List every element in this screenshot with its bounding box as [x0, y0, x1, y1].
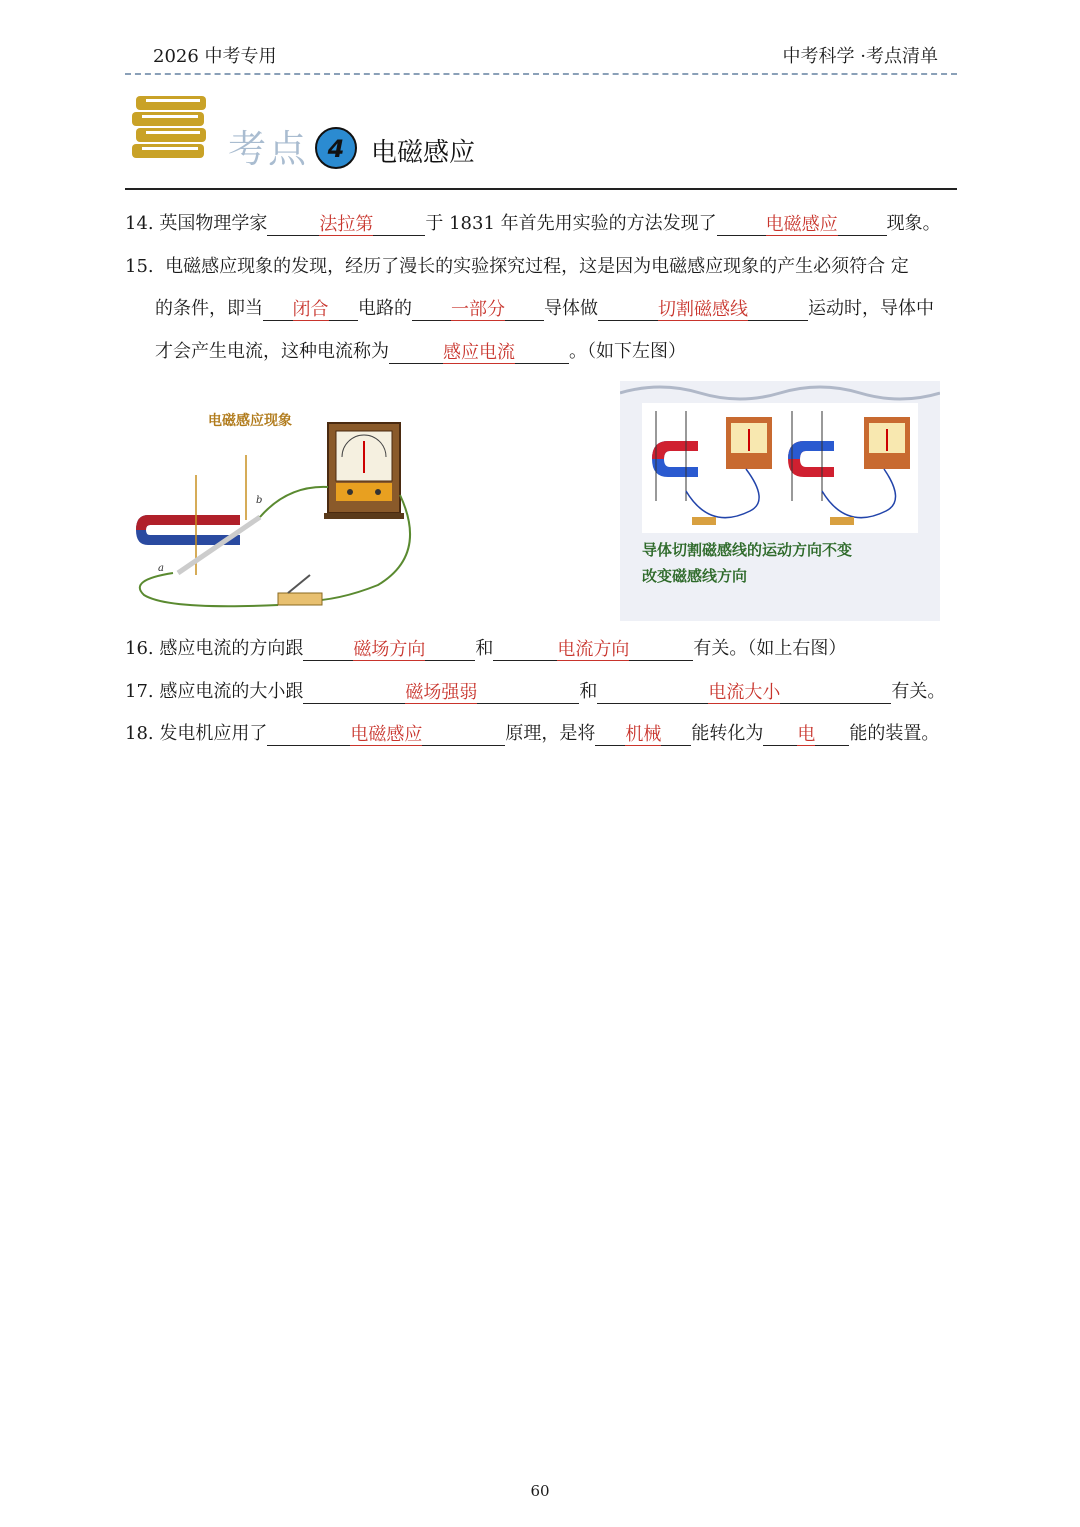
fig-left-label-a: a — [158, 563, 164, 574]
question-17: 17. 感应电流的大小跟 磁场强弱 和 电流大小 有关。 — [125, 681, 946, 703]
question-14: 14. 英国物理学家 法拉第 于 1831 年首先用实验的方法发现了 电磁感应 现象。 — [125, 213, 941, 235]
fig-left-label-b: b — [256, 495, 263, 506]
question-18: 18. 发电机应用了 电磁感应 原理，是将 机械 能转化为 电 能的装置。 — [125, 723, 940, 745]
fig-right-caption-1: 导体切割磁感线的运动方向不变 — [642, 541, 853, 559]
fig-left-title: 电磁感应现象 — [208, 413, 292, 429]
answer-14-1[interactable]: 法拉第 — [319, 214, 374, 235]
answer-17-1[interactable]: 磁场强弱 — [405, 682, 478, 703]
section-divider — [125, 188, 957, 190]
answer-15-4[interactable]: 感应电流 — [443, 342, 515, 363]
section-number-badge — [314, 126, 358, 170]
current-direction-figure — [620, 381, 940, 621]
answer-18-1[interactable]: 电磁感应 — [350, 724, 423, 745]
fig-right-caption-2: 改变磁感线方向 — [642, 567, 748, 585]
header-divider — [125, 73, 957, 75]
answer-15-3[interactable]: 切割磁感线 — [658, 299, 748, 320]
answer-18-3[interactable]: 电 — [797, 724, 816, 745]
answer-15-2[interactable]: 一部分 — [451, 299, 505, 320]
section-number: 4 — [327, 135, 345, 163]
answer-18-2[interactable]: 机械 — [625, 724, 662, 745]
answer-17-2[interactable]: 电流大小 — [708, 682, 781, 703]
section-kaodian-label: 考点 — [228, 127, 309, 171]
question-15-line2: 的条件，即当 闭合 电路的 一部分 导体做 切割磁感线 运动时，导体中 — [155, 298, 934, 320]
books-icon — [130, 90, 212, 162]
answer-14-2[interactable]: 电磁感应 — [765, 214, 838, 235]
question-15-line3: 才会产生电流，这种电流称为 感应电流 。（如下左图） — [155, 341, 686, 363]
answer-16-2[interactable]: 电流方向 — [557, 639, 630, 660]
page-number: 60 — [530, 1482, 550, 1500]
section-title: 电磁感应 — [371, 138, 476, 168]
question-16: 16. 感应电流的方向跟 磁场方向 和 电流方向 有关。（如上右图） — [125, 638, 847, 660]
question-15-line1: 15. 电磁感应现象的发现，经历了漫长的实验探究过程，这是因为电磁感应现象的产生必须符合 定 — [125, 256, 909, 277]
answer-15-1[interactable]: 闭合 — [292, 299, 329, 320]
electromagnetic-induction-figure — [128, 395, 418, 620]
answer-16-1[interactable]: 磁场方向 — [353, 639, 426, 660]
header-left: 2026 中考专用 — [153, 46, 277, 67]
header-right: 中考科学 ·考点清单 — [782, 46, 938, 67]
